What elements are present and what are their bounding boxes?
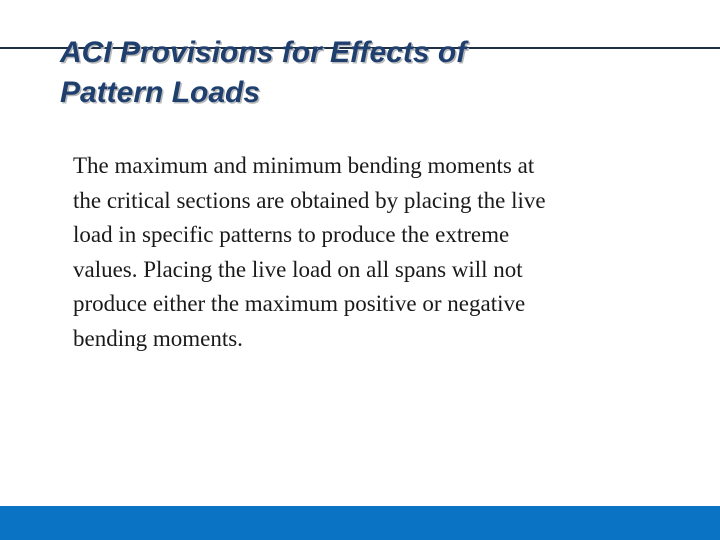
body-line-6: bending moments. bbox=[73, 325, 243, 351]
slide-title-line-2: Pattern Loads bbox=[60, 76, 261, 109]
body-line-5: produce either the maximum positive or negative bbox=[73, 291, 526, 316]
slide-body-text bbox=[73, 149, 673, 356]
body-line-1: The maximum and minimum bending moments at bbox=[73, 153, 535, 178]
body-line-3: load in specific patterns to produce the extreme bbox=[73, 222, 510, 247]
footer-color-bar bbox=[0, 506, 720, 540]
body-line-4: values. Placing the live load on all spans will not bbox=[73, 256, 523, 282]
slide-title-line-1: ACI Provisions for Effects of bbox=[60, 36, 467, 69]
body-line-2: the critical sections are obtained by placing the live bbox=[73, 187, 546, 213]
slide-title bbox=[60, 33, 680, 113]
